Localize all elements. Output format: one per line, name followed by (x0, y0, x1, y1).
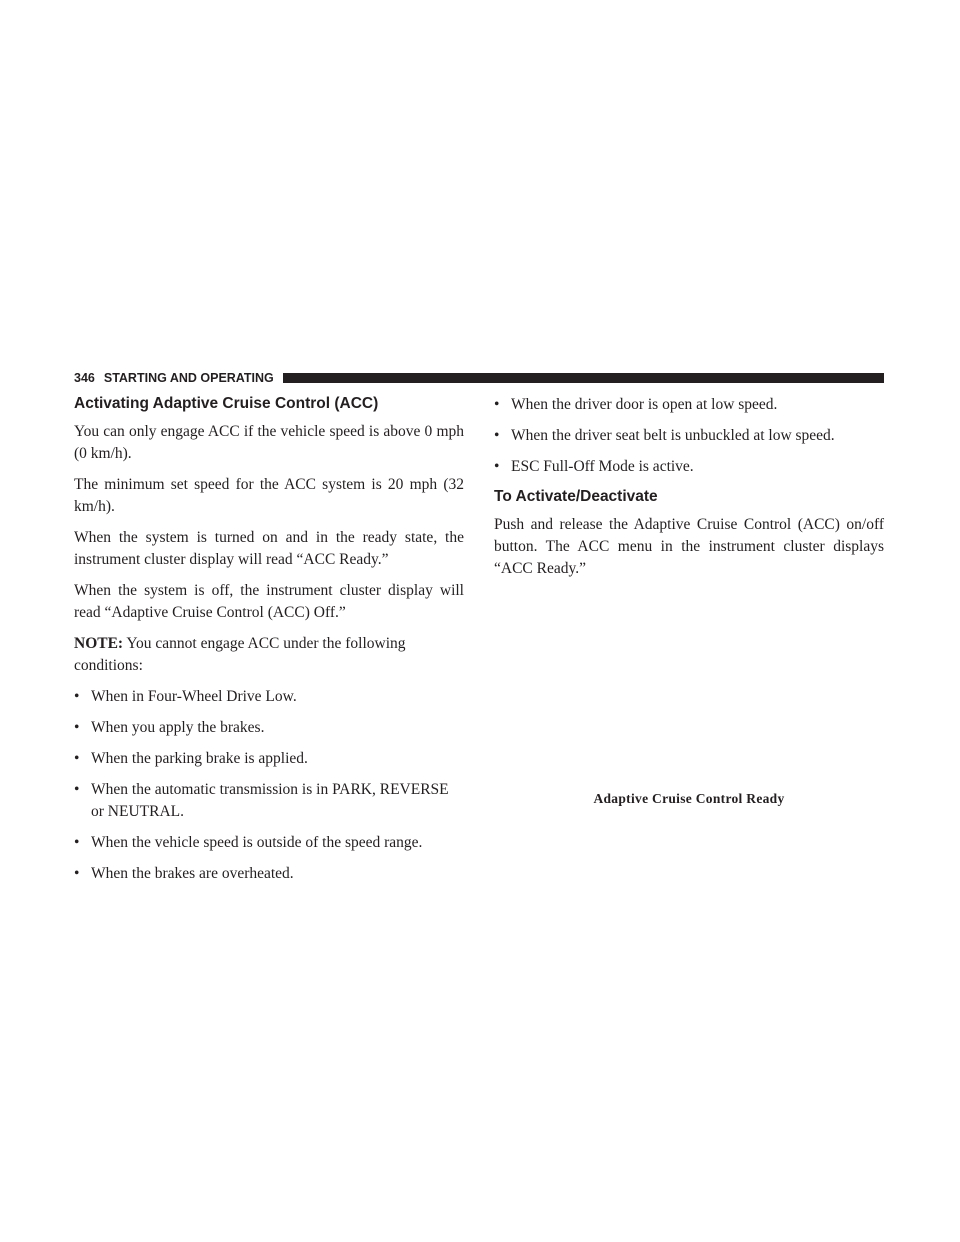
paragraph-min-set-speed: The minimum set speed for the ACC system is 20 mph (32 km/h). (74, 476, 464, 515)
conditions-list (74, 686, 464, 885)
bullet-glyph: • (74, 834, 80, 851)
list-item (74, 832, 464, 854)
left-column (74, 394, 464, 894)
list-item-text: When you apply the brakes. (91, 719, 265, 736)
list-item-text: When in Four-Wheel Drive Low. (91, 688, 297, 705)
page-header (74, 371, 884, 385)
bullet-glyph: • (74, 865, 80, 882)
bullet-glyph: • (494, 427, 500, 444)
section-title: STARTING AND OPERATING (103, 371, 274, 385)
bullet-glyph: • (74, 719, 80, 736)
conditions-list-continued (494, 394, 884, 478)
list-item (494, 456, 884, 478)
bullet-glyph: • (74, 688, 80, 705)
figure-caption: Adaptive Cruise Control Ready (593, 791, 785, 806)
paragraph-ready-state: When the system is turned on and in the ready state, the instrument cluster display will read “ACC Ready.” (74, 529, 464, 568)
note-text: You cannot engage ACC under the following conditions: (74, 635, 406, 674)
paragraph-off-state: When the system is off, the instrument cluster display will read “Adaptive Cruise Control (ACC) Off.” (74, 582, 464, 621)
list-item-text: When the parking brake is applied. (91, 750, 308, 767)
paragraph-min-speed-engage: You can only engage ACC if the vehicle speed is above 0 mph (0 km/h). (74, 423, 464, 462)
list-item (74, 686, 464, 708)
bullet-glyph: • (494, 396, 500, 413)
list-item-text: When the vehicle speed is outside of the speed range. (91, 834, 423, 851)
list-item-text: When the driver seat belt is unbuckled at low speed. (511, 427, 835, 444)
bullet-glyph: • (74, 781, 80, 798)
page-number: 346 (74, 371, 95, 385)
section-heading-activating-acc: Activating Adaptive Cruise Control (ACC) (74, 395, 379, 412)
list-item (494, 394, 884, 416)
list-item-text: When the brakes are overheated. (91, 865, 294, 882)
list-item (494, 425, 884, 447)
list-item-text: When the driver door is open at low speed. (511, 396, 778, 413)
note-label: NOTE: (74, 635, 124, 652)
section-heading-activate-deactivate: To Activate/Deactivate (494, 488, 658, 505)
header-rule (283, 373, 884, 383)
list-item-text: ESC Full-Off Mode is active. (511, 458, 694, 475)
list-item (74, 863, 464, 885)
list-item (74, 748, 464, 770)
list-item (74, 717, 464, 739)
list-item-text: When the automatic transmission is in PARK, REVERSE or NEUTRAL. (91, 781, 449, 820)
list-item (74, 779, 464, 823)
note-paragraph (74, 633, 464, 677)
bullet-glyph: • (74, 750, 80, 767)
right-column (494, 394, 884, 589)
paragraph-activate-instructions: Push and release the Adaptive Cruise Control (ACC) on/off button. The ACC menu in the instrument cluster displays “ACC Ready.” (494, 516, 884, 577)
bullet-glyph: • (494, 458, 500, 475)
